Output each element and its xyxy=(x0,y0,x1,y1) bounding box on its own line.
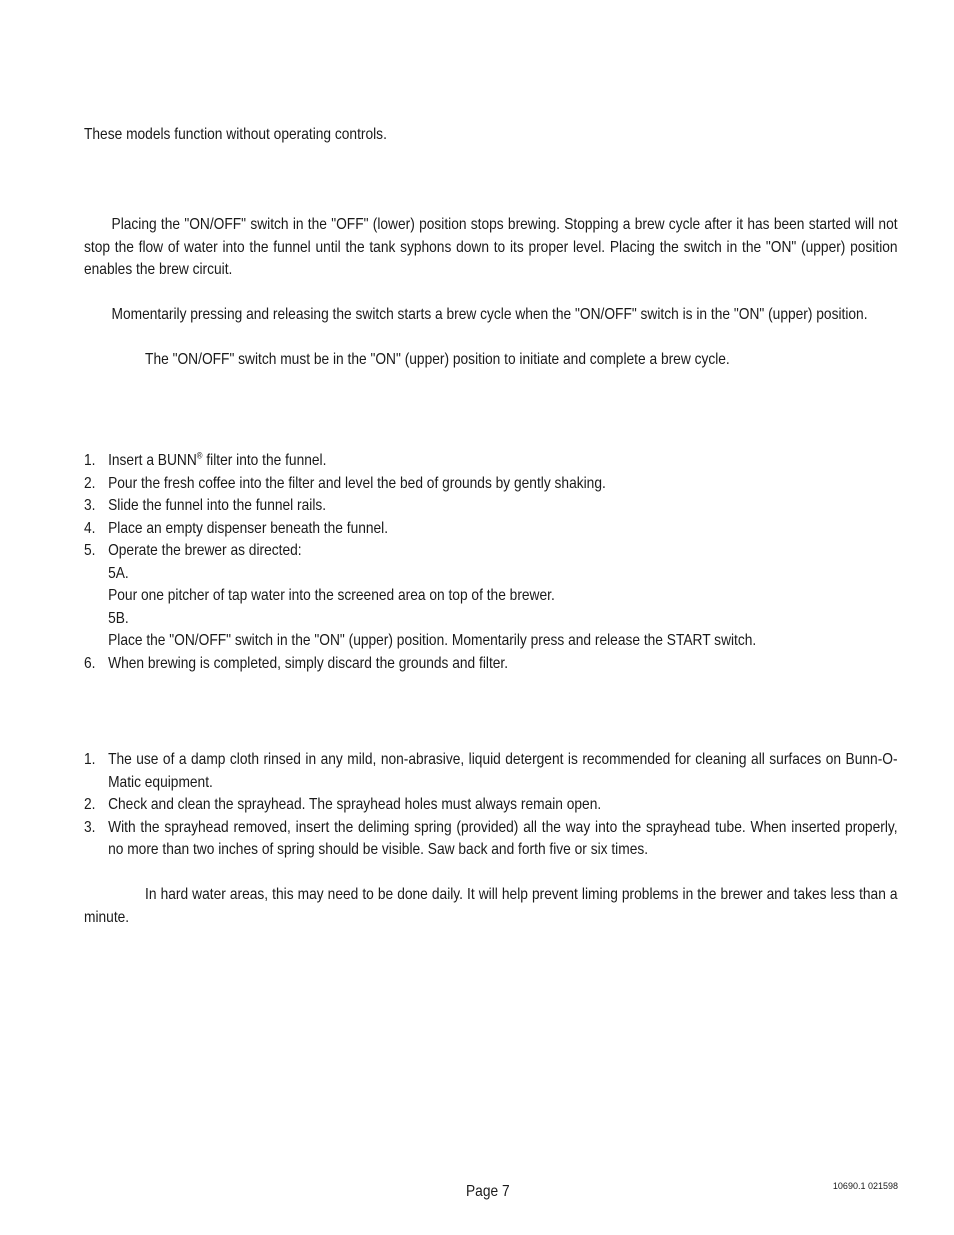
intro-section xyxy=(84,124,898,147)
switch-note: The "ON/OFF" switch must be in the "ON" (upper) position to initiate and complete a brew cycle. xyxy=(145,351,730,368)
document-code: 10690.1 021598 xyxy=(832,1181,898,1191)
cleaning-note-section xyxy=(84,884,898,929)
step-text: Slide the funnel into the funnel rails. xyxy=(108,497,327,514)
substep-text-5a: Pour one pitcher of tap water into the screened area on top of the brewer. xyxy=(108,587,555,604)
manual-page xyxy=(84,0,898,1235)
brewing-step xyxy=(84,540,898,653)
cleaning-step xyxy=(84,794,898,817)
step-text: Check and clean the sprayhead. The sprayhead holes must always remain open. xyxy=(108,796,602,813)
brewing-step xyxy=(84,450,898,473)
registered-mark: ® xyxy=(196,450,203,461)
switch-section xyxy=(84,214,898,282)
step-text: Pour the fresh coffee into the filter and level the bed of grounds by gently shaking. xyxy=(108,474,606,492)
step-number: 3. xyxy=(84,497,96,514)
step-text: filter into the funnel. xyxy=(202,452,327,469)
step-number: 1. xyxy=(84,452,96,469)
step-text: When brewing is completed, simply discard the grounds and filter. xyxy=(108,654,509,672)
step-number: 4. xyxy=(84,519,96,537)
cleaning-section xyxy=(84,749,898,862)
page-number: Page 7 xyxy=(466,1183,510,1200)
start-switch-section xyxy=(84,304,898,327)
switch-note-section xyxy=(84,349,898,372)
substep-label-5b: 5B. xyxy=(108,609,129,627)
brewing-step xyxy=(84,473,898,496)
step-text: Insert a BUNN xyxy=(108,452,197,469)
step-number: 6. xyxy=(84,654,96,672)
step-number: 3. xyxy=(84,818,96,836)
substep-label-5a: 5A. xyxy=(108,564,129,582)
switch-paragraph-2: Momentarily pressing and releasing the switch starts a brew cycle when the "ON/OFF" switch is in the "ON" (upper) position. xyxy=(111,306,868,323)
step-text: Operate the brewer as directed: xyxy=(108,542,302,559)
step-text: With the sprayhead removed, insert the deliming spring (provided) all the way into the sprayhead tube. When inserted properly, no more than two inches of spring should be visible. Saw back and forth five or six times. xyxy=(108,818,898,858)
cleaning-steps-list xyxy=(84,749,898,862)
brewing-steps-list xyxy=(84,450,898,675)
brewing-step xyxy=(84,518,898,541)
cleaning-step xyxy=(84,749,898,794)
step-number: 2. xyxy=(84,796,96,813)
step-number: 1. xyxy=(84,751,96,768)
step-number: 2. xyxy=(84,474,96,492)
brewing-section xyxy=(84,450,898,675)
cleaning-step xyxy=(84,817,898,862)
brewing-step xyxy=(84,495,898,518)
substep-text-5b: Place the "ON/OFF" switch in the "ON" (upper) position. Momentarily press and release the START switch. xyxy=(108,632,757,649)
step-text: Place an empty dispenser beneath the funnel. xyxy=(108,519,389,537)
brewing-step xyxy=(84,653,898,676)
step-text: The use of a damp cloth rinsed in any mild, non-abrasive, liquid detergent is recommended for cleaning all surfaces on Bunn-O-Matic equipment. xyxy=(108,751,898,791)
step-number: 5. xyxy=(84,542,96,559)
intro-text: These models function without operating controls. xyxy=(84,126,387,143)
cleaning-note: In hard water areas, this may need to be done daily. It will help prevent liming problems in the brewer and takes less than a minute. xyxy=(84,886,898,926)
switch-paragraph-1: Placing the "ON/OFF" switch in the "OFF" (lower) position stops brewing. Stopping a brew cycle after it has been started will not stop the flow of water into the funnel until the tank syphons down to its proper level. Placing the switch in the "ON" (upper) position enables the brew circuit. xyxy=(84,216,898,278)
